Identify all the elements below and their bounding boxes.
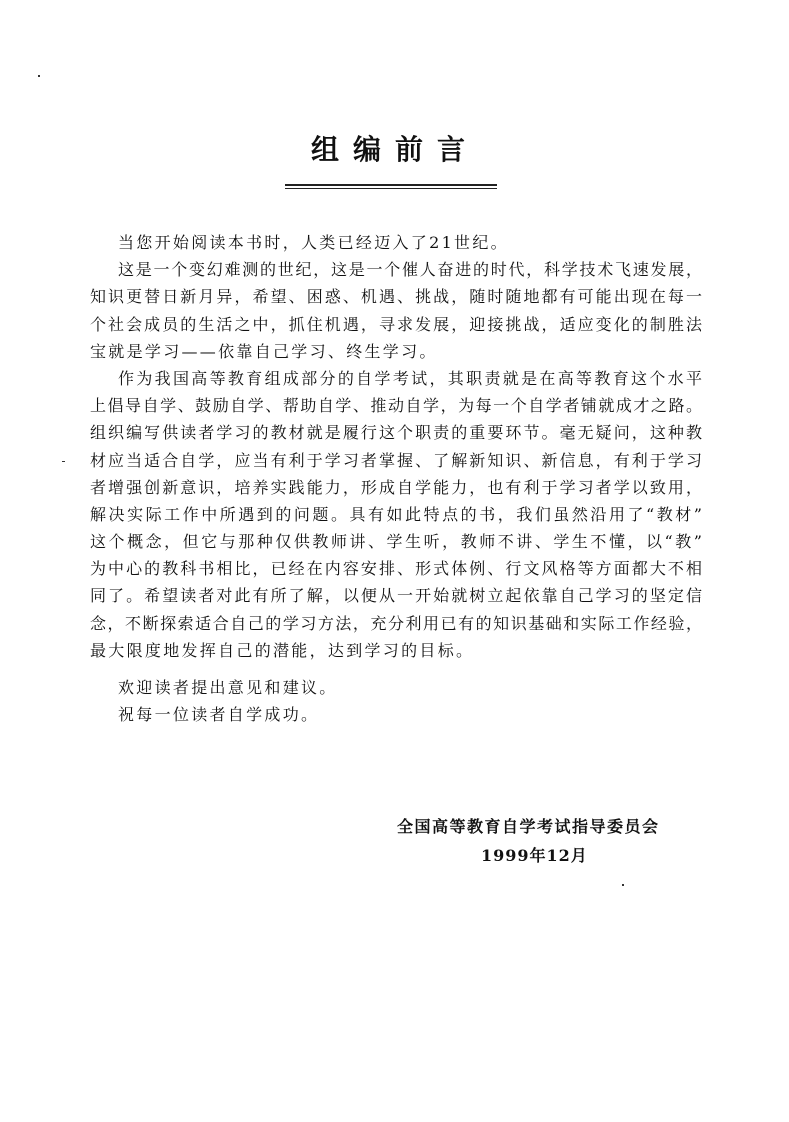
text-line: 念，不断探索适合自己的学习方法，充分利用已有的知识基础和实际工作经验， [90, 613, 702, 633]
text-line: 解决实际工作中所遇到的问题。具有如此特点的书，我们虽然沿用了“教材” [90, 504, 702, 524]
signature: 全国高等教育自学考试指导委员会 [397, 817, 660, 836]
paragraph [90, 256, 702, 365]
scan-speck [622, 884, 624, 886]
text-line: 同了。希望读者对此有所了解，以便从一开始就树立起依靠自己学习的坚定信 [90, 586, 702, 606]
paragraph [90, 365, 702, 664]
spacer [90, 664, 702, 674]
title-divider [285, 184, 497, 189]
text-line: 这是一个变幻难测的世纪，这是一个催人奋进的时代，科学技术飞速发展， [118, 260, 702, 280]
text-line: 个社会成员的生活之中，抓住机遇，寻求发展，迎接挑战，适应变化的制胜法 [90, 314, 702, 334]
text-line: 当您开始阅读本书时，人类已经迈入了21世纪。 [118, 233, 509, 252]
text-line: 者增强创新意识，培养实践能力，形成自学能力，也有利于学习者学以致用， [90, 477, 702, 497]
paragraph [90, 229, 702, 256]
paragraph [90, 701, 702, 728]
scan-speck [38, 75, 40, 77]
text-line: 这个概念，但它与那种仅供教师讲、学生听，教师不讲、学生不懂，以“教” [90, 532, 702, 552]
text-line: 欢迎读者提出意见和建议。 [118, 678, 338, 697]
preface-body [90, 229, 702, 728]
page-title: 组编前言 [310, 133, 479, 166]
text-line: 材应当适合自学，应当有利于学习者掌握、了解新知识、新信息，有利于学习 [90, 450, 702, 470]
text-line: 作为我国高等教育组成部分的自学考试，其职责就是在高等教育这个水平 [118, 368, 702, 388]
text-line: 宝就是学习——依靠自己学习、终生学习。 [90, 341, 438, 361]
text-line: 组织编写供读者学习的教材就是履行这个职责的重要环节。毫无疑问，这种教 [90, 423, 702, 443]
text-line: 祝每一位读者自学成功。 [118, 705, 320, 725]
scan-speck [62, 461, 65, 462]
text-line: 上倡导自学、鼓励自学、帮助自学、推动自学，为每一个自学者铺就成才之路。 [90, 396, 702, 416]
text-line: 知识更替日新月异，希望、困惑、机遇、挑战，随时随地都有可能出现在每一 [90, 287, 702, 307]
paragraph [90, 674, 702, 701]
date: 1999年12月 [481, 846, 588, 865]
text-line: 最大限度地发挥自己的潜能，达到学习的目标。 [90, 640, 475, 660]
text-line: 为中心的教科书相比，已经在内容安排、形式体例、行文风格等方面都大不相 [90, 559, 702, 579]
